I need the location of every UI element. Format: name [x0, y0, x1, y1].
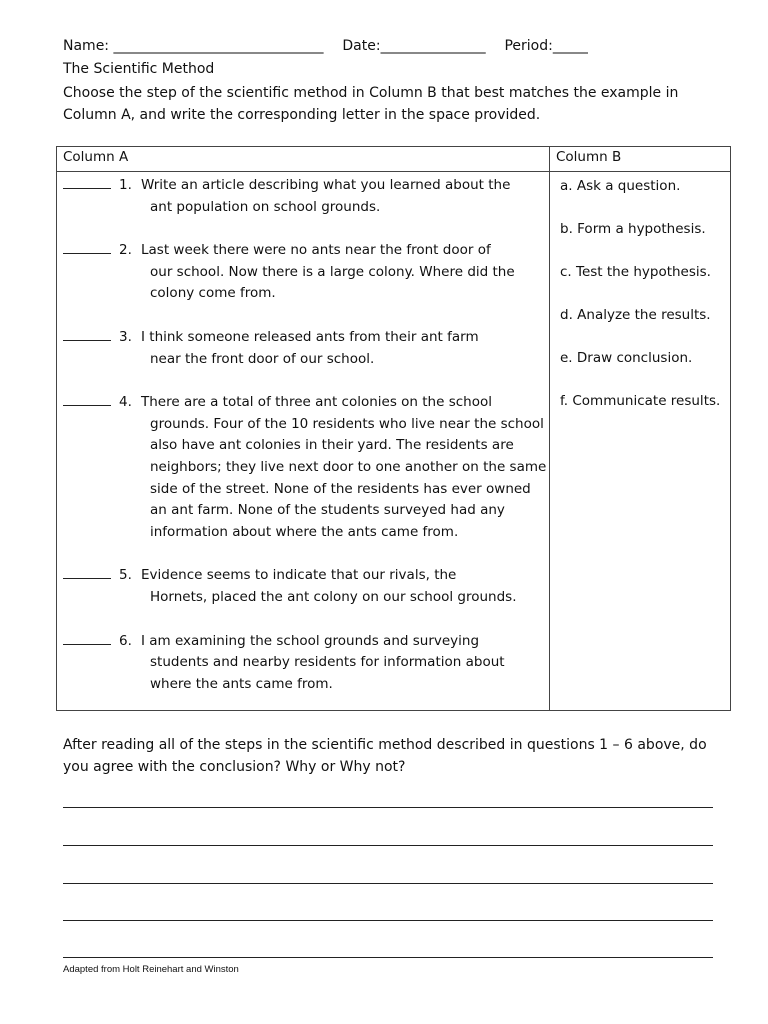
- period-field[interactable]: Period:_____: [504, 38, 588, 54]
- item-text-cont: our school. Now there is a large colony. Where did the colony come from.: [150, 263, 515, 302]
- item-text-cont: grounds. Four of the 10 residents who live near the school also have ant colonies in their yard. The residents are neighbors; they live next door to one another on the same side of the street. None of the residents has ever owned an ant farm. None of the students surveyed had any information about where the ants came from.: [150, 415, 547, 540]
- answer-line-1[interactable]: [63, 807, 713, 808]
- item-number: 3.: [119, 328, 132, 345]
- matching-table: [56, 146, 731, 711]
- option-e: e. Draw conclusion.: [560, 350, 693, 366]
- list-item: [57, 174, 549, 218]
- answer-blank[interactable]: [63, 239, 111, 254]
- credit-text: Adapted from Holt Reinehart and Winston: [63, 964, 239, 975]
- option-d: d. Analyze the results.: [560, 307, 711, 323]
- item-text-cont: ant population on school grounds.: [150, 198, 381, 215]
- list-item: [57, 391, 549, 543]
- item-text: There are a total of three ant colonies on the school: [141, 394, 492, 411]
- answer-line-5[interactable]: [63, 957, 713, 958]
- header-row: [63, 38, 598, 54]
- item-text: Write an article describing what you learned about the: [141, 177, 511, 193]
- worksheet-title: The Scientific Method: [63, 61, 215, 77]
- answer-blank[interactable]: [63, 326, 111, 341]
- item-number: 2.: [119, 242, 132, 259]
- list-item: [57, 239, 549, 305]
- reflection-question: After reading all of the steps in the scientific method described in questions 1 – 6 above, do you agree with the conclusion? Why or Why not?: [63, 737, 707, 775]
- item-number: 4.: [119, 394, 132, 411]
- answer-blank[interactable]: [63, 564, 111, 579]
- option-b: b. Form a hypothesis.: [560, 221, 706, 237]
- answer-blank[interactable]: [63, 630, 111, 645]
- answer-line-4[interactable]: [63, 920, 713, 921]
- answer-line-2[interactable]: [63, 845, 713, 846]
- item-text: I am examining the school grounds and surveying: [141, 632, 480, 649]
- name-field[interactable]: Name: ______________________________: [63, 38, 324, 54]
- option-a: a. Ask a question.: [560, 178, 681, 194]
- list-item: [57, 326, 549, 370]
- list-item: [57, 630, 549, 696]
- list-item: [57, 564, 549, 608]
- instructions: Choose the step of the scientific method in Column B that best matches the example in Column A, and write the corresponding letter in the space provided.: [63, 85, 679, 123]
- item-text-cont: Hornets, placed the ant colony on our school grounds.: [150, 588, 517, 605]
- item-text: Evidence seems to indicate that our rivals, the: [141, 567, 457, 584]
- item-text: Last week there were no ants near the front door of: [141, 242, 491, 259]
- answer-line-3[interactable]: [63, 883, 713, 884]
- column-a-header: Column A: [57, 147, 550, 172]
- column-a-cell: [57, 172, 550, 711]
- column-b-cell: [550, 172, 731, 711]
- answer-blank[interactable]: [63, 391, 111, 406]
- item-text-cont: students and nearby residents for information about where the ants came from.: [150, 654, 505, 692]
- item-number: 6.: [119, 632, 132, 649]
- option-c: c. Test the hypothesis.: [560, 264, 711, 280]
- answer-blank[interactable]: [63, 174, 111, 189]
- item-text-cont: near the front door of our school.: [150, 350, 375, 367]
- option-f: f. Communicate results.: [560, 393, 721, 409]
- column-b-header: Column B: [550, 147, 731, 172]
- item-number: 5.: [119, 567, 132, 584]
- date-field[interactable]: Date:_______________: [342, 38, 486, 54]
- item-number: 1.: [119, 177, 132, 193]
- item-text: I think someone released ants from their ant farm: [141, 328, 479, 345]
